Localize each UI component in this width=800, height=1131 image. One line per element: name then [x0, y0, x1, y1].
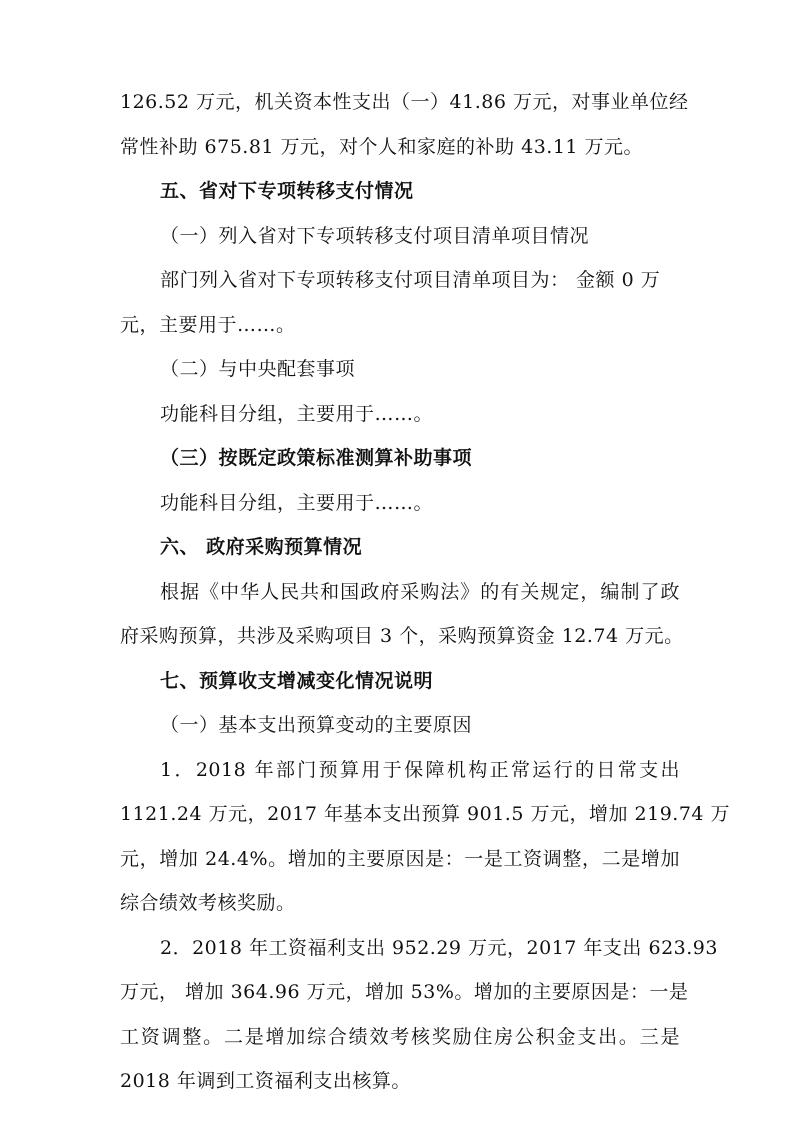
- section-heading: 六、 政府采购预算情况: [160, 536, 363, 558]
- section-heading: 七、预算收支增减变化情况说明: [160, 670, 434, 692]
- subsection-heading: （一）基本支出预算变动的主要原因: [160, 714, 473, 736]
- body-text-line: 常性补助 675.81 万元，对个人和家庭的补助 43.11 万元。: [120, 136, 644, 158]
- body-text-line: 综合绩效考核奖励。: [120, 892, 296, 914]
- body-text-line: 1．2018 年部门预算用于保障机构正常运行的日常支出: [160, 759, 680, 781]
- body-text-line: 功能科目分组，主要用于……。: [160, 492, 434, 514]
- subsection-heading: （一）列入省对下专项转移支付项目清单项目情况: [160, 225, 590, 247]
- body-text-line: 元，增加 24.4%。增加的主要原因是：一是工资调整，二是增加: [120, 848, 680, 870]
- body-text-line: 元，主要用于……。: [120, 314, 296, 336]
- body-text-line: 工资调整。二是增加综合绩效考核奖励住房公积金支出。三是: [120, 1026, 680, 1048]
- body-text-line: 功能科目分组，主要用于……。: [160, 403, 434, 425]
- subsection-heading: （三）按既定政策标准测算补助事项: [160, 447, 473, 469]
- body-text-line: 万元， 增加 364.96 万元，增加 53%。增加的主要原因是：一是: [120, 981, 689, 1003]
- subsection-heading: （二）与中央配套事项: [160, 358, 356, 380]
- body-text-line: 2018 年调到工资福利支出核算。: [120, 1070, 411, 1092]
- section-heading: 五、省对下专项转移支付情况: [160, 180, 414, 202]
- body-text-line: 126.52 万元，机关资本性支出（一）41.86 万元，对事业单位经: [120, 91, 689, 113]
- body-text-line: 府采购预算，共涉及采购项目 3 个，采购预算资金 12.74 万元。: [120, 625, 684, 647]
- body-text-line: 根据《中华人民共和国政府采购法》的有关规定，编制了政: [160, 581, 680, 603]
- body-text-line: 2．2018 年工资福利支出 952.29 万元，2017 年支出 623.93: [160, 937, 718, 959]
- body-text-line: 1121.24 万元，2017 年基本支出预算 901.5 万元，增加 219.74 万: [120, 803, 731, 825]
- body-text-line: 部门列入省对下专项转移支付项目清单项目为： 金额 0 万: [160, 269, 661, 291]
